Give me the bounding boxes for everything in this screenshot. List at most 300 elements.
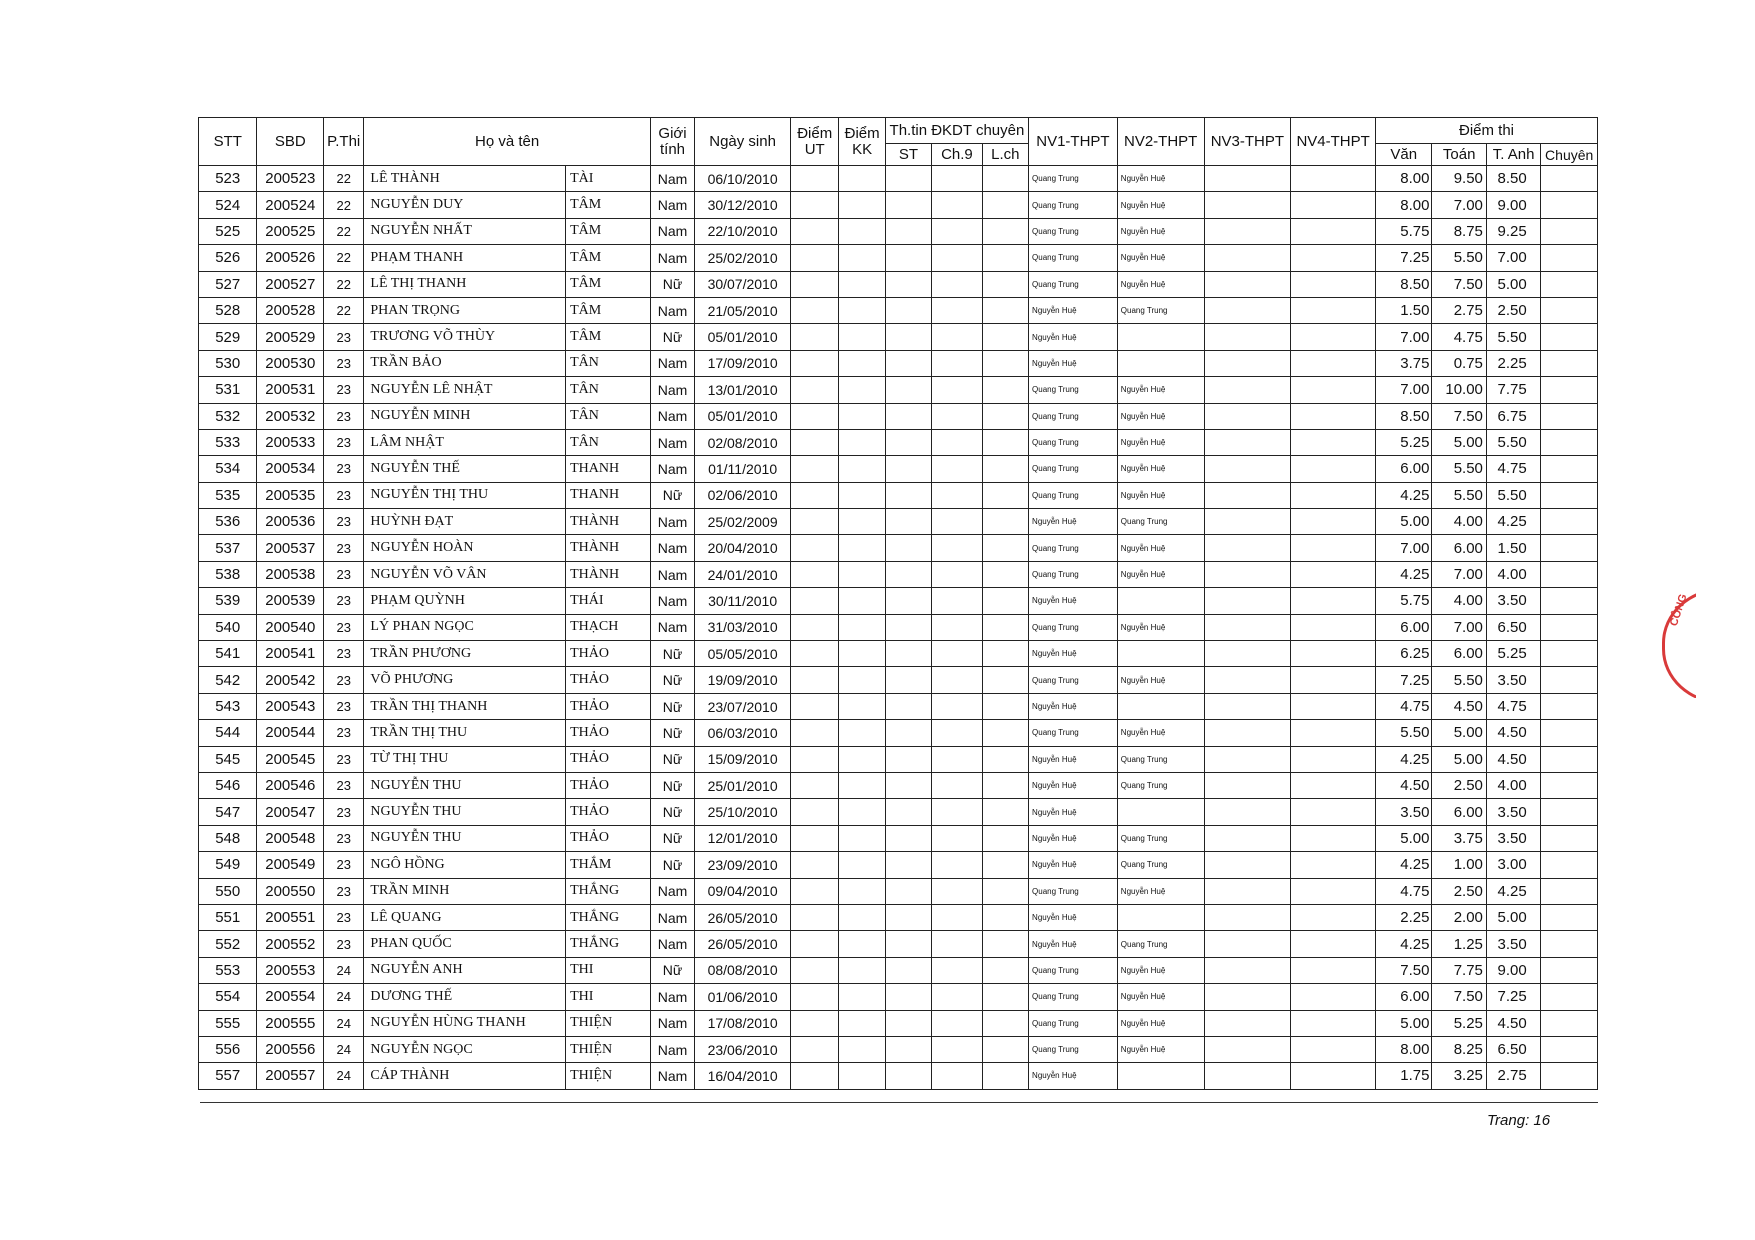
cell-pthi: 23: [324, 614, 364, 640]
cell-pthi: 22: [324, 271, 364, 297]
cell-nv2: Quang Trung: [1117, 746, 1204, 772]
cell-van: 7.00: [1375, 324, 1431, 350]
cell-nv3: [1204, 245, 1291, 271]
cell-ho: NGUYỄN MINH: [364, 403, 566, 429]
cell-gioitinh: Nam: [650, 377, 694, 403]
cell-diemut: [791, 350, 839, 376]
cell-nv3: [1204, 561, 1291, 587]
cell-nv4: [1291, 1010, 1376, 1036]
cell-stt: 551: [199, 904, 257, 930]
cell-nv4: [1291, 245, 1376, 271]
cell-nv3: [1204, 482, 1291, 508]
cell-stt: 534: [199, 456, 257, 482]
cell-toan: 7.75: [1432, 957, 1486, 983]
cell-van: 4.75: [1375, 693, 1431, 719]
cell-nv1: Nguyễn Huệ: [1029, 904, 1118, 930]
cell-st: [885, 878, 931, 904]
cell-diemkk: [839, 218, 885, 244]
cell-nv2: Quang Trung: [1117, 772, 1204, 798]
table-row: [199, 852, 1598, 878]
cell-ten: THI: [566, 984, 651, 1010]
table-row: [199, 667, 1598, 693]
cell-ten: THẢO: [566, 693, 651, 719]
cell-nv1: Nguyễn Huệ: [1029, 588, 1118, 614]
cell-sbd: 200542: [257, 667, 324, 693]
cell-ten: THẮM: [566, 852, 651, 878]
cell-lch: [982, 429, 1028, 455]
cell-ngaysinh: 25/01/2010: [695, 772, 791, 798]
cell-diemut: [791, 614, 839, 640]
cell-nv2: Quang Trung: [1117, 297, 1204, 323]
cell-diemkk: [839, 588, 885, 614]
cell-nv1: Quang Trung: [1029, 667, 1118, 693]
cell-nv1: Nguyễn Huệ: [1029, 297, 1118, 323]
cell-diemkk: [839, 192, 885, 218]
cell-ho: TRẦN BẢO: [364, 350, 566, 376]
cell-st: [885, 535, 931, 561]
cell-van: 4.25: [1375, 931, 1431, 957]
cell-ten: THIỆN: [566, 1036, 651, 1062]
cell-st: [885, 245, 931, 271]
cell-nv2: Nguyễn Huệ: [1117, 561, 1204, 587]
cell-nv1: Nguyễn Huệ: [1029, 641, 1118, 667]
cell-nv2: [1117, 641, 1204, 667]
cell-ten: THẢO: [566, 799, 651, 825]
cell-chuyen: [1541, 535, 1598, 561]
cell-ho: PHAN TRỌNG: [364, 297, 566, 323]
cell-chuyen: [1541, 1036, 1598, 1062]
cell-diemkk: [839, 1063, 885, 1089]
cell-tanh: 4.25: [1486, 878, 1540, 904]
cell-sbd: 200540: [257, 614, 324, 640]
cell-nv2: Quang Trung: [1117, 852, 1204, 878]
cell-diemut: [791, 297, 839, 323]
cell-van: 8.00: [1375, 1036, 1431, 1062]
cell-van: 8.50: [1375, 403, 1431, 429]
cell-diemut: [791, 825, 839, 851]
cell-tanh: 3.50: [1486, 667, 1540, 693]
cell-toan: 8.75: [1432, 218, 1486, 244]
cell-nv1: Quang Trung: [1029, 403, 1118, 429]
cell-ten: THẢO: [566, 641, 651, 667]
cell-ch9: [932, 350, 982, 376]
cell-sbd: 200532: [257, 403, 324, 429]
cell-stt: 525: [199, 218, 257, 244]
cell-chuyen: [1541, 799, 1598, 825]
cell-diemkk: [839, 561, 885, 587]
cell-nv3: [1204, 297, 1291, 323]
page-number: Trang: 16: [1487, 1112, 1551, 1129]
cell-ten: THÁI: [566, 588, 651, 614]
cell-chuyen: [1541, 350, 1598, 376]
table-row: [199, 614, 1598, 640]
cell-nv1: Quang Trung: [1029, 1036, 1118, 1062]
col-header-st: ST: [885, 144, 931, 166]
col-header-diemthi: Điểm thi: [1375, 118, 1597, 144]
table-row: [199, 403, 1598, 429]
cell-gioitinh: Nam: [650, 1063, 694, 1089]
cell-lch: [982, 772, 1028, 798]
cell-stt: 533: [199, 429, 257, 455]
cell-ten: TÂM: [566, 297, 651, 323]
cell-nv4: [1291, 535, 1376, 561]
cell-diemut: [791, 746, 839, 772]
cell-stt: 541: [199, 641, 257, 667]
col-header-diemut-line2: UT: [804, 140, 825, 158]
cell-ch9: [932, 1063, 982, 1089]
cell-ngaysinh: 30/12/2010: [695, 192, 791, 218]
cell-van: 7.25: [1375, 667, 1431, 693]
cell-ten: THANH: [566, 456, 651, 482]
cell-nv1: Quang Trung: [1029, 271, 1118, 297]
cell-ngaysinh: 19/09/2010: [695, 667, 791, 693]
cell-sbd: 200536: [257, 509, 324, 535]
cell-pthi: 22: [324, 245, 364, 271]
col-header-nv3: NV3-THPT: [1204, 118, 1291, 166]
cell-ten: THÀNH: [566, 509, 651, 535]
cell-van: 8.00: [1375, 192, 1431, 218]
cell-pthi: 23: [324, 429, 364, 455]
cell-lch: [982, 878, 1028, 904]
cell-diemut: [791, 588, 839, 614]
cell-lch: [982, 799, 1028, 825]
cell-tanh: 3.50: [1486, 931, 1540, 957]
cell-lch: [982, 509, 1028, 535]
cell-st: [885, 166, 931, 192]
cell-tanh: 3.50: [1486, 825, 1540, 851]
cell-nv1: Nguyễn Huệ: [1029, 931, 1118, 957]
cell-gioitinh: Nam: [650, 931, 694, 957]
cell-ngaysinh: 17/08/2010: [695, 1010, 791, 1036]
cell-tanh: 7.75: [1486, 377, 1540, 403]
cell-van: 7.50: [1375, 957, 1431, 983]
cell-nv1: Quang Trung: [1029, 720, 1118, 746]
cell-chuyen: [1541, 403, 1598, 429]
cell-pthi: 22: [324, 218, 364, 244]
cell-nv1: Quang Trung: [1029, 535, 1118, 561]
cell-diemkk: [839, 166, 885, 192]
cell-ho: CÁP THÀNH: [364, 1063, 566, 1089]
cell-nv3: [1204, 720, 1291, 746]
cell-diemut: [791, 1010, 839, 1036]
cell-nv2: Nguyễn Huệ: [1117, 403, 1204, 429]
cell-nv2: Nguyễn Huệ: [1117, 1036, 1204, 1062]
cell-nv3: [1204, 667, 1291, 693]
table-row: [199, 535, 1598, 561]
col-header-lch: L.ch: [982, 144, 1028, 166]
cell-nv1: Nguyễn Huệ: [1029, 1063, 1118, 1089]
cell-gioitinh: Nữ: [650, 852, 694, 878]
col-header-ngaysinh: Ngày sinh: [695, 118, 791, 166]
cell-chuyen: [1541, 245, 1598, 271]
cell-nv4: [1291, 693, 1376, 719]
cell-van: 4.25: [1375, 852, 1431, 878]
cell-lch: [982, 297, 1028, 323]
cell-diemut: [791, 324, 839, 350]
cell-diemkk: [839, 324, 885, 350]
cell-st: [885, 297, 931, 323]
cell-diemkk: [839, 456, 885, 482]
cell-ngaysinh: 05/01/2010: [695, 324, 791, 350]
cell-diemut: [791, 1036, 839, 1062]
cell-chuyen: [1541, 667, 1598, 693]
cell-ngaysinh: 20/04/2010: [695, 535, 791, 561]
cell-diemut: [791, 482, 839, 508]
cell-ch9: [932, 561, 982, 587]
cell-pthi: 23: [324, 324, 364, 350]
cell-nv3: [1204, 1036, 1291, 1062]
cell-ten: THÀNH: [566, 535, 651, 561]
cell-toan: 4.50: [1432, 693, 1486, 719]
cell-chuyen: [1541, 984, 1598, 1010]
cell-sbd: 200528: [257, 297, 324, 323]
cell-lch: [982, 218, 1028, 244]
cell-st: [885, 852, 931, 878]
cell-nv4: [1291, 667, 1376, 693]
cell-gioitinh: Nam: [650, 984, 694, 1010]
cell-nv3: [1204, 984, 1291, 1010]
cell-pthi: 22: [324, 297, 364, 323]
cell-st: [885, 931, 931, 957]
cell-nv2: Nguyễn Huệ: [1117, 456, 1204, 482]
cell-sbd: 200535: [257, 482, 324, 508]
cell-nv3: [1204, 350, 1291, 376]
cell-st: [885, 614, 931, 640]
cell-nv1: Quang Trung: [1029, 245, 1118, 271]
cell-nv4: [1291, 429, 1376, 455]
cell-ngaysinh: 05/01/2010: [695, 403, 791, 429]
cell-pthi: 23: [324, 377, 364, 403]
cell-ten: THANH: [566, 482, 651, 508]
cell-toan: 2.00: [1432, 904, 1486, 930]
cell-gioitinh: Nữ: [650, 957, 694, 983]
cell-ch9: [932, 720, 982, 746]
cell-lch: [982, 350, 1028, 376]
col-header-hoten: Họ và tên: [364, 118, 650, 166]
table-row: [199, 297, 1598, 323]
table-row: [199, 772, 1598, 798]
cell-tanh: 7.00: [1486, 245, 1540, 271]
col-header-ch9: Ch.9: [932, 144, 982, 166]
cell-toan: 6.00: [1432, 535, 1486, 561]
cell-ngaysinh: 24/01/2010: [695, 561, 791, 587]
cell-st: [885, 1063, 931, 1089]
cell-van: 4.25: [1375, 482, 1431, 508]
cell-st: [885, 350, 931, 376]
cell-toan: 6.00: [1432, 641, 1486, 667]
cell-stt: 545: [199, 746, 257, 772]
cell-ten: THI: [566, 957, 651, 983]
cell-nv1: Quang Trung: [1029, 614, 1118, 640]
cell-diemut: [791, 403, 839, 429]
cell-toan: 5.50: [1432, 456, 1486, 482]
cell-tanh: 5.00: [1486, 271, 1540, 297]
cell-diemkk: [839, 271, 885, 297]
cell-nv2: Nguyễn Huệ: [1117, 957, 1204, 983]
cell-nv4: [1291, 614, 1376, 640]
cell-stt: 526: [199, 245, 257, 271]
cell-gioitinh: Nam: [650, 1036, 694, 1062]
cell-st: [885, 192, 931, 218]
cell-diemut: [791, 509, 839, 535]
cell-ch9: [932, 641, 982, 667]
cell-diemut: [791, 429, 839, 455]
cell-diemkk: [839, 878, 885, 904]
cell-van: 6.00: [1375, 456, 1431, 482]
cell-lch: [982, 535, 1028, 561]
cell-ngaysinh: 25/02/2010: [695, 245, 791, 271]
cell-van: 5.50: [1375, 720, 1431, 746]
cell-nv4: [1291, 720, 1376, 746]
cell-tanh: 6.50: [1486, 1036, 1540, 1062]
cell-lch: [982, 614, 1028, 640]
cell-diemkk: [839, 852, 885, 878]
cell-sbd: 200534: [257, 456, 324, 482]
cell-nv4: [1291, 825, 1376, 851]
cell-van: 3.75: [1375, 350, 1431, 376]
table-row: [199, 720, 1598, 746]
cell-ngaysinh: 02/06/2010: [695, 482, 791, 508]
cell-ngaysinh: 23/06/2010: [695, 1036, 791, 1062]
cell-pthi: 24: [324, 1010, 364, 1036]
cell-tanh: 5.50: [1486, 482, 1540, 508]
cell-gioitinh: Nữ: [650, 772, 694, 798]
cell-van: 3.50: [1375, 799, 1431, 825]
cell-nv4: [1291, 878, 1376, 904]
cell-ch9: [932, 1036, 982, 1062]
cell-ho: LÊ THÀNH: [364, 166, 566, 192]
cell-chuyen: [1541, 904, 1598, 930]
cell-lch: [982, 166, 1028, 192]
footer-rule: [200, 1102, 1598, 1103]
cell-diemkk: [839, 720, 885, 746]
col-header-diemut-line1: Điểm: [797, 124, 833, 142]
cell-diemkk: [839, 482, 885, 508]
table-row: [199, 799, 1598, 825]
cell-sbd: 200553: [257, 957, 324, 983]
cell-nv3: [1204, 641, 1291, 667]
cell-ten: THẢO: [566, 746, 651, 772]
cell-diemkk: [839, 746, 885, 772]
cell-toan: 8.25: [1432, 1036, 1486, 1062]
col-header-nv2: NV2-THPT: [1117, 118, 1204, 166]
cell-diemkk: [839, 350, 885, 376]
cell-ch9: [932, 192, 982, 218]
cell-nv4: [1291, 218, 1376, 244]
cell-diemkk: [839, 535, 885, 561]
cell-toan: 7.00: [1432, 561, 1486, 587]
cell-nv1: Quang Trung: [1029, 878, 1118, 904]
cell-van: 1.75: [1375, 1063, 1431, 1089]
cell-chuyen: [1541, 1063, 1598, 1089]
cell-stt: 544: [199, 720, 257, 746]
cell-chuyen: [1541, 218, 1598, 244]
cell-ten: TÂM: [566, 218, 651, 244]
cell-van: 8.00: [1375, 166, 1431, 192]
cell-ho: NGUYỄN LÊ NHẬT: [364, 377, 566, 403]
table-row: [199, 429, 1598, 455]
cell-van: 4.25: [1375, 561, 1431, 587]
cell-nv2: Nguyễn Huệ: [1117, 166, 1204, 192]
cell-diemkk: [839, 1010, 885, 1036]
cell-sbd: 200548: [257, 825, 324, 851]
cell-sbd: 200555: [257, 1010, 324, 1036]
cell-stt: 532: [199, 403, 257, 429]
cell-ten: TÂM: [566, 324, 651, 350]
cell-st: [885, 456, 931, 482]
cell-nv4: [1291, 1036, 1376, 1062]
cell-sbd: 200533: [257, 429, 324, 455]
cell-lch: [982, 693, 1028, 719]
cell-ho: NGUYỄN HÙNG THANH: [364, 1010, 566, 1036]
cell-nv1: Nguyễn Huệ: [1029, 772, 1118, 798]
cell-lch: [982, 245, 1028, 271]
cell-stt: 549: [199, 852, 257, 878]
cell-st: [885, 799, 931, 825]
cell-chuyen: [1541, 931, 1598, 957]
cell-diemkk: [839, 931, 885, 957]
cell-diemkk: [839, 957, 885, 983]
cell-toan: 7.00: [1432, 192, 1486, 218]
cell-lch: [982, 904, 1028, 930]
cell-ho: LÊ QUANG: [364, 904, 566, 930]
cell-ten: THẮNG: [566, 931, 651, 957]
cell-sbd: 200531: [257, 377, 324, 403]
cell-tanh: 1.50: [1486, 535, 1540, 561]
cell-tanh: 4.50: [1486, 746, 1540, 772]
cell-diemkk: [839, 693, 885, 719]
cell-sbd: 200525: [257, 218, 324, 244]
cell-nv4: [1291, 904, 1376, 930]
cell-nv2: Nguyễn Huệ: [1117, 429, 1204, 455]
cell-ngaysinh: 17/09/2010: [695, 350, 791, 376]
cell-sbd: 200552: [257, 931, 324, 957]
cell-diemut: [791, 693, 839, 719]
results-table: [198, 117, 1598, 1090]
cell-nv3: [1204, 772, 1291, 798]
cell-pthi: 23: [324, 878, 364, 904]
cell-van: 4.75: [1375, 878, 1431, 904]
cell-van: 5.00: [1375, 825, 1431, 851]
cell-sbd: 200529: [257, 324, 324, 350]
cell-gioitinh: Nữ: [650, 324, 694, 350]
cell-ho: LÝ PHAN NGỌC: [364, 614, 566, 640]
cell-stt: 554: [199, 984, 257, 1010]
cell-sbd: 200550: [257, 878, 324, 904]
cell-lch: [982, 931, 1028, 957]
cell-diemkk: [839, 403, 885, 429]
cell-van: 5.75: [1375, 588, 1431, 614]
cell-nv3: [1204, 535, 1291, 561]
cell-ho: NGUYỄN THỊ THU: [364, 482, 566, 508]
cell-nv3: [1204, 931, 1291, 957]
results-sheet: [198, 117, 1598, 1090]
cell-stt: 553: [199, 957, 257, 983]
cell-pthi: 23: [324, 904, 364, 930]
cell-diemut: [791, 667, 839, 693]
cell-nv4: [1291, 482, 1376, 508]
cell-ten: THIỆN: [566, 1010, 651, 1036]
cell-tanh: 4.50: [1486, 720, 1540, 746]
cell-ho: VÕ PHƯƠNG: [364, 667, 566, 693]
cell-nv3: [1204, 377, 1291, 403]
cell-sbd: 200526: [257, 245, 324, 271]
cell-toan: 7.50: [1432, 984, 1486, 1010]
cell-ch9: [932, 1010, 982, 1036]
cell-lch: [982, 192, 1028, 218]
cell-tanh: 5.25: [1486, 641, 1540, 667]
cell-st: [885, 667, 931, 693]
